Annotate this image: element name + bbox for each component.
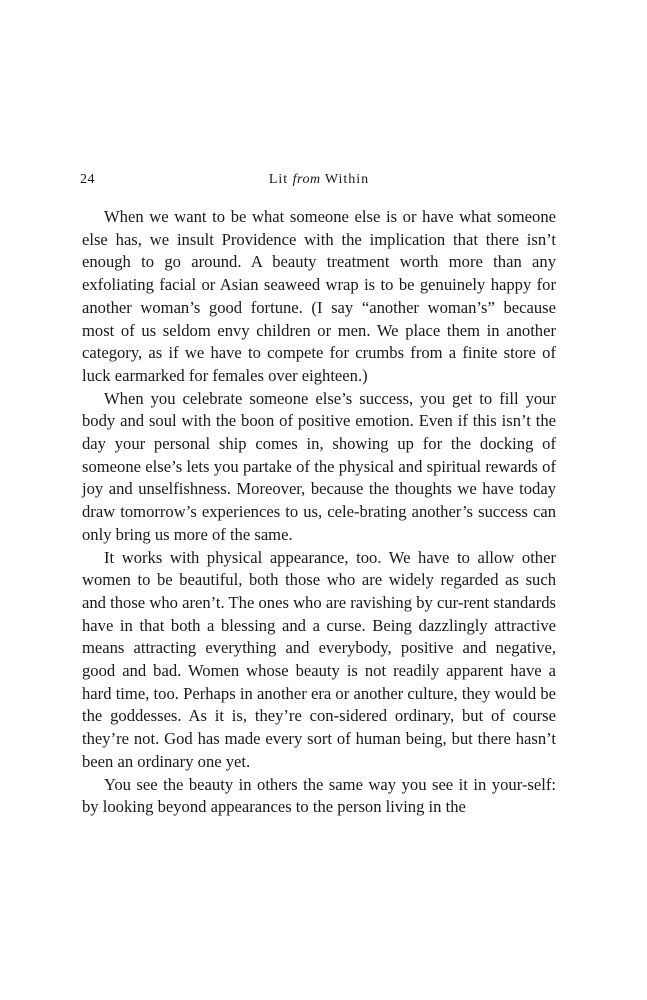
paragraph: You see the beauty in others the same way you see it in your-self: by looking beyond appearances to the person living in the xyxy=(82,774,556,817)
paragraph: When you celebrate someone else’s success, you get to fill your body and soul with the boon of positive emotion. Even if this isn’t the day your personal ship comes in, showing up for the docking of someone else’s lets you partake of the physical and spiritual rewards of joy and unselfishness. Moreover, because the thoughts we have today draw tomorrow’s experiences to us, cele-brating another’s success can only bring us more of the same. xyxy=(82,388,556,544)
book-title xyxy=(82,172,556,188)
book-title-part-1: Lit xyxy=(268,172,293,187)
book-title-part-2: Within xyxy=(320,172,370,187)
body-text xyxy=(82,206,556,819)
paragraph: It works with physical appearance, too. We have to allow other women to be beautiful, both those who are widely regarded as such and those who aren’t. The ones who are ravishing by cur-rent standards have in that both a blessing and a curse. Being dazzlingly attractive means attracting everything and everybody, positive and negative, good and bad. Women whose beauty is not readily apparent have a hard time, too. Perhaps in another era or another culture, they would be the goddesses. As it is, they’re con-sidered ordinary, but of course they’re not. God has made every sort of human being, but there hasn’t been an ordinary one yet. xyxy=(82,547,556,771)
book-title-italic: from xyxy=(292,172,321,187)
paragraph: When we want to be what someone else is or have what someone else has, we insult Providence with the implication that there isn’t enough to go around. A beauty treatment worth more than any exfoliating facial or Asian seaweed wrap is to be genuinely happy for another woman’s good fortune. (I say “another woman’s” because most of us seldom envy children or men. We place them in another category, as if we have to compete for crumbs from a finite store of luck earmarked for females over eighteen.) xyxy=(82,207,556,385)
book-page xyxy=(82,172,556,819)
page-number: 24 xyxy=(80,172,95,187)
running-head xyxy=(82,172,556,196)
